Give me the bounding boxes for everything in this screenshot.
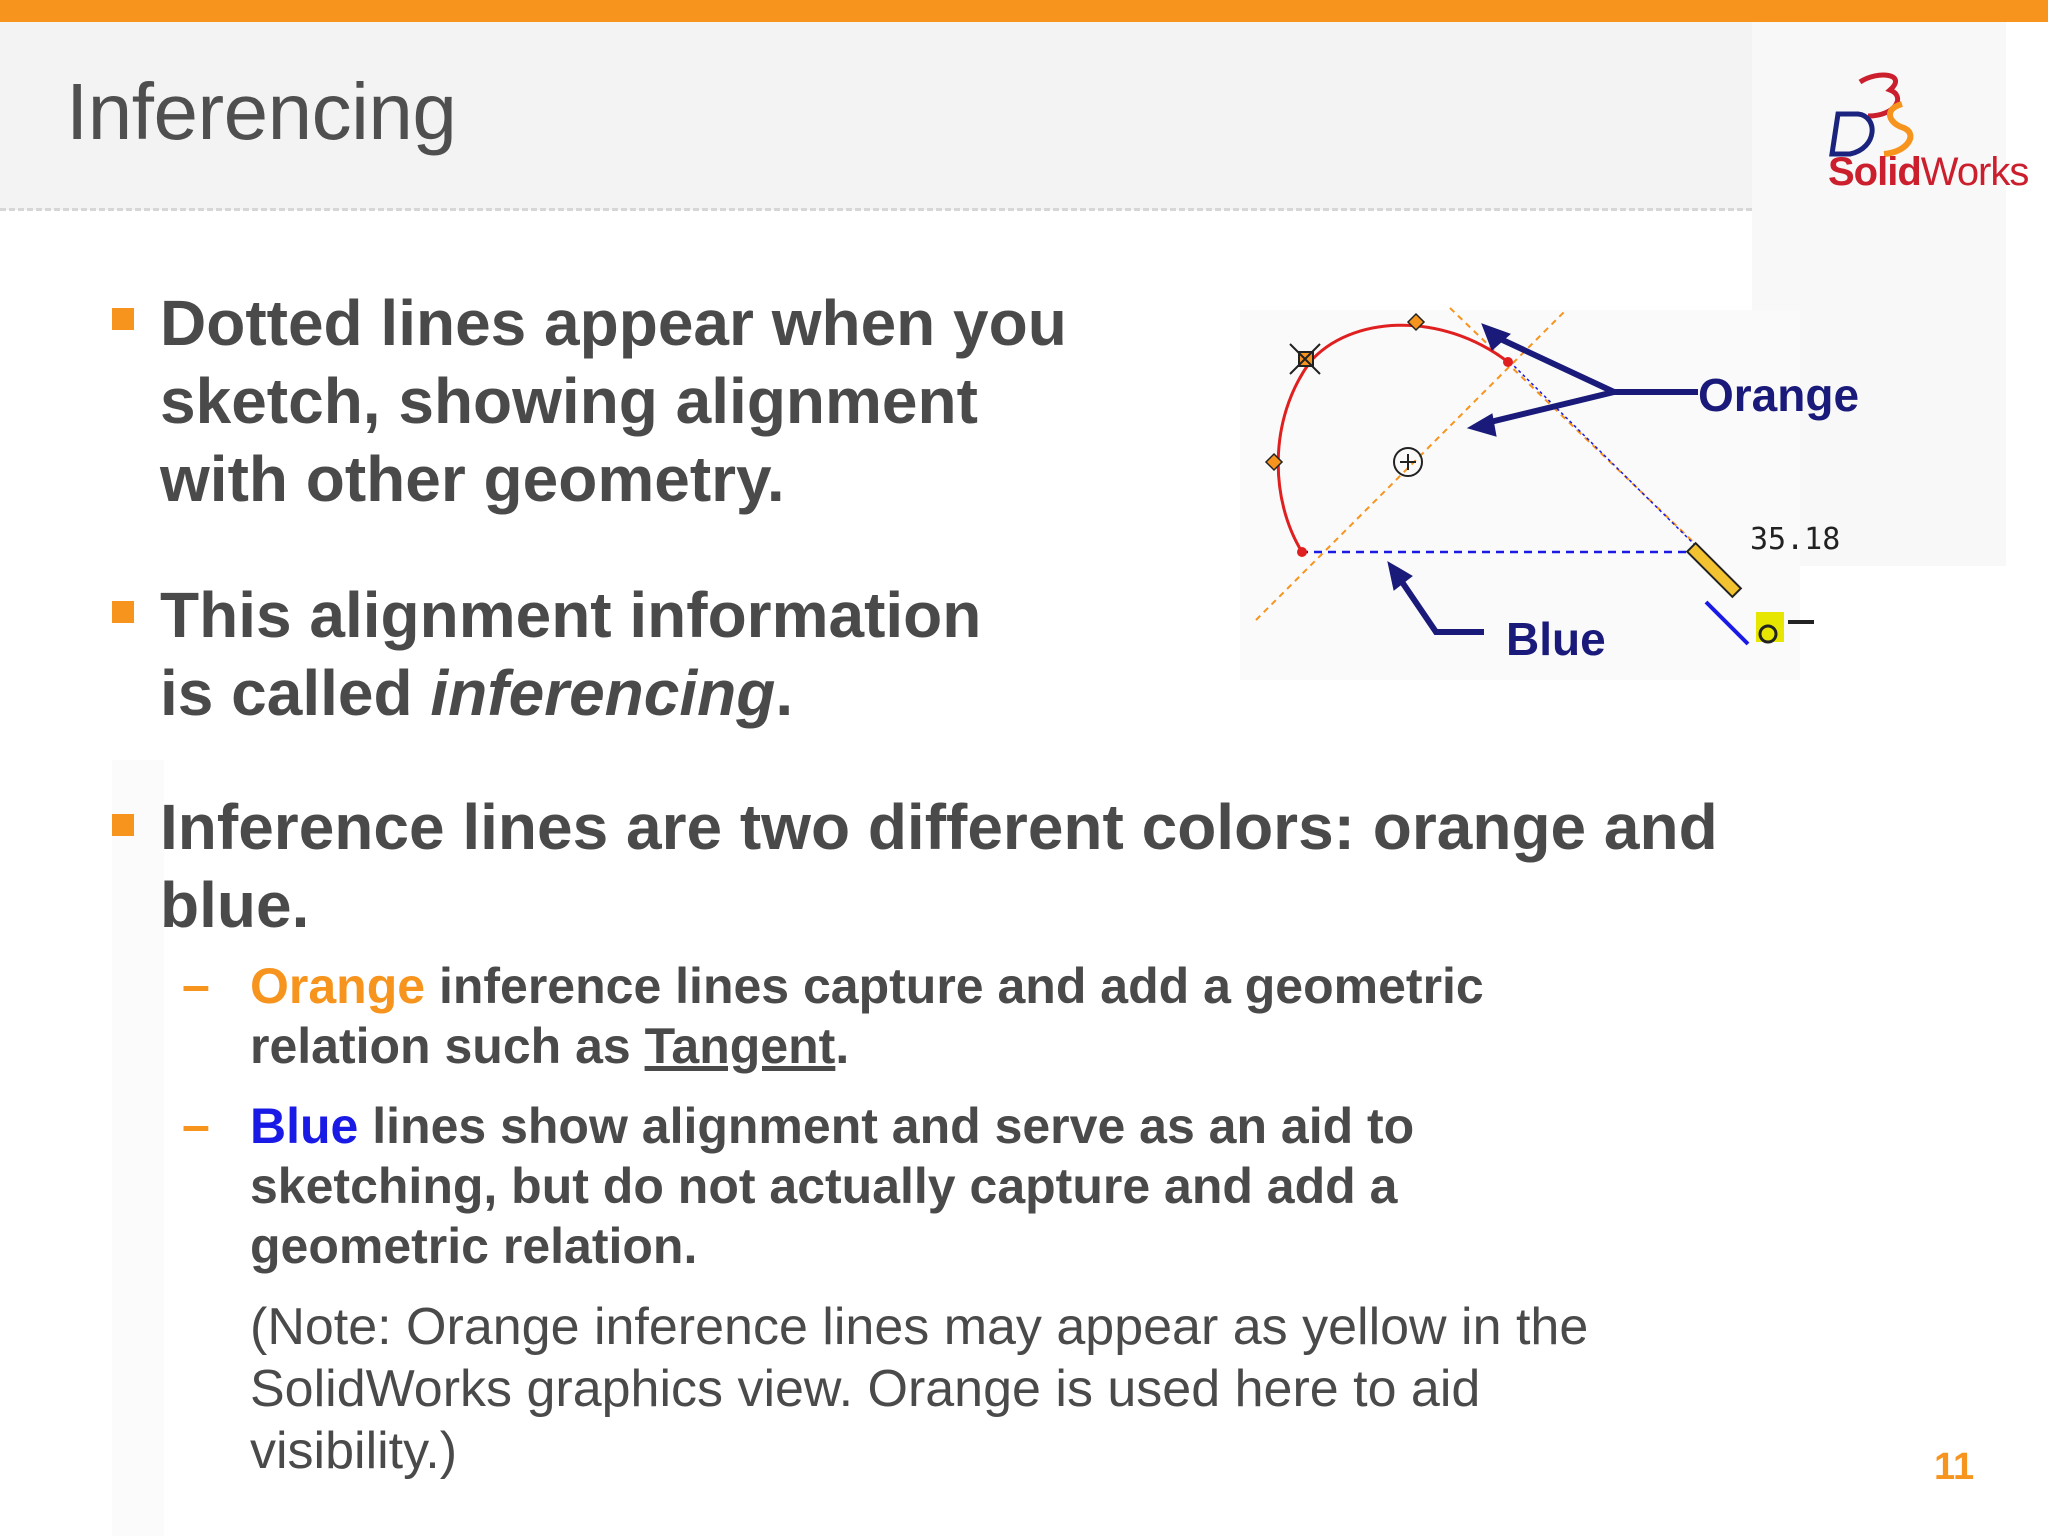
- tangent-link[interactable]: Tangent: [644, 1018, 836, 1074]
- blue-keyword: Blue: [250, 1098, 359, 1154]
- orange-keyword: Orange: [250, 958, 426, 1014]
- title-separator: [0, 208, 1752, 211]
- top-accent-bar: [0, 0, 2048, 22]
- bullet-3-text: Inference lines are two different colors: orange and blue.: [160, 791, 1718, 941]
- blue-label: Blue: [1506, 613, 1606, 665]
- sub-bullet-blue-text: Blue lines show alignment and serve as an aid to sketching, but do not actually capture and add a geometric relation.: [250, 1098, 1415, 1274]
- bullet-2-text: This alignment information is called inferencing.: [160, 579, 982, 729]
- sub-bullet-dash: –: [182, 1097, 210, 1153]
- page-number: 11: [1934, 1446, 1975, 1488]
- arc-endpoint: [1503, 357, 1513, 367]
- sub-bullet-orange-text: Orange inference lines capture and add a geometric relation such as Tangent.: [250, 958, 1484, 1074]
- dimension-readout: 35.18: [1750, 522, 1841, 557]
- bullet-marker: [112, 601, 134, 623]
- sub-bullet-dash: –: [182, 957, 210, 1013]
- slide-title: Inferencing: [66, 67, 457, 156]
- bullet-marker: [112, 814, 134, 836]
- bullet-marker: [112, 308, 134, 330]
- orange-label: Orange: [1698, 369, 1860, 421]
- arc-endpoint: [1297, 547, 1307, 557]
- solidworks-wordmark: SolidWorks: [1828, 150, 2029, 194]
- left-margin-shade: [112, 760, 164, 1536]
- note-text: (Note: Orange inference lines may appear as yellow in the SolidWorks graphics view. Orange is used here to aid visibility.): [250, 1298, 1589, 1480]
- bullet-1-text: Dotted lines appear when you sketch, showing alignment with other geometry.: [160, 287, 1067, 515]
